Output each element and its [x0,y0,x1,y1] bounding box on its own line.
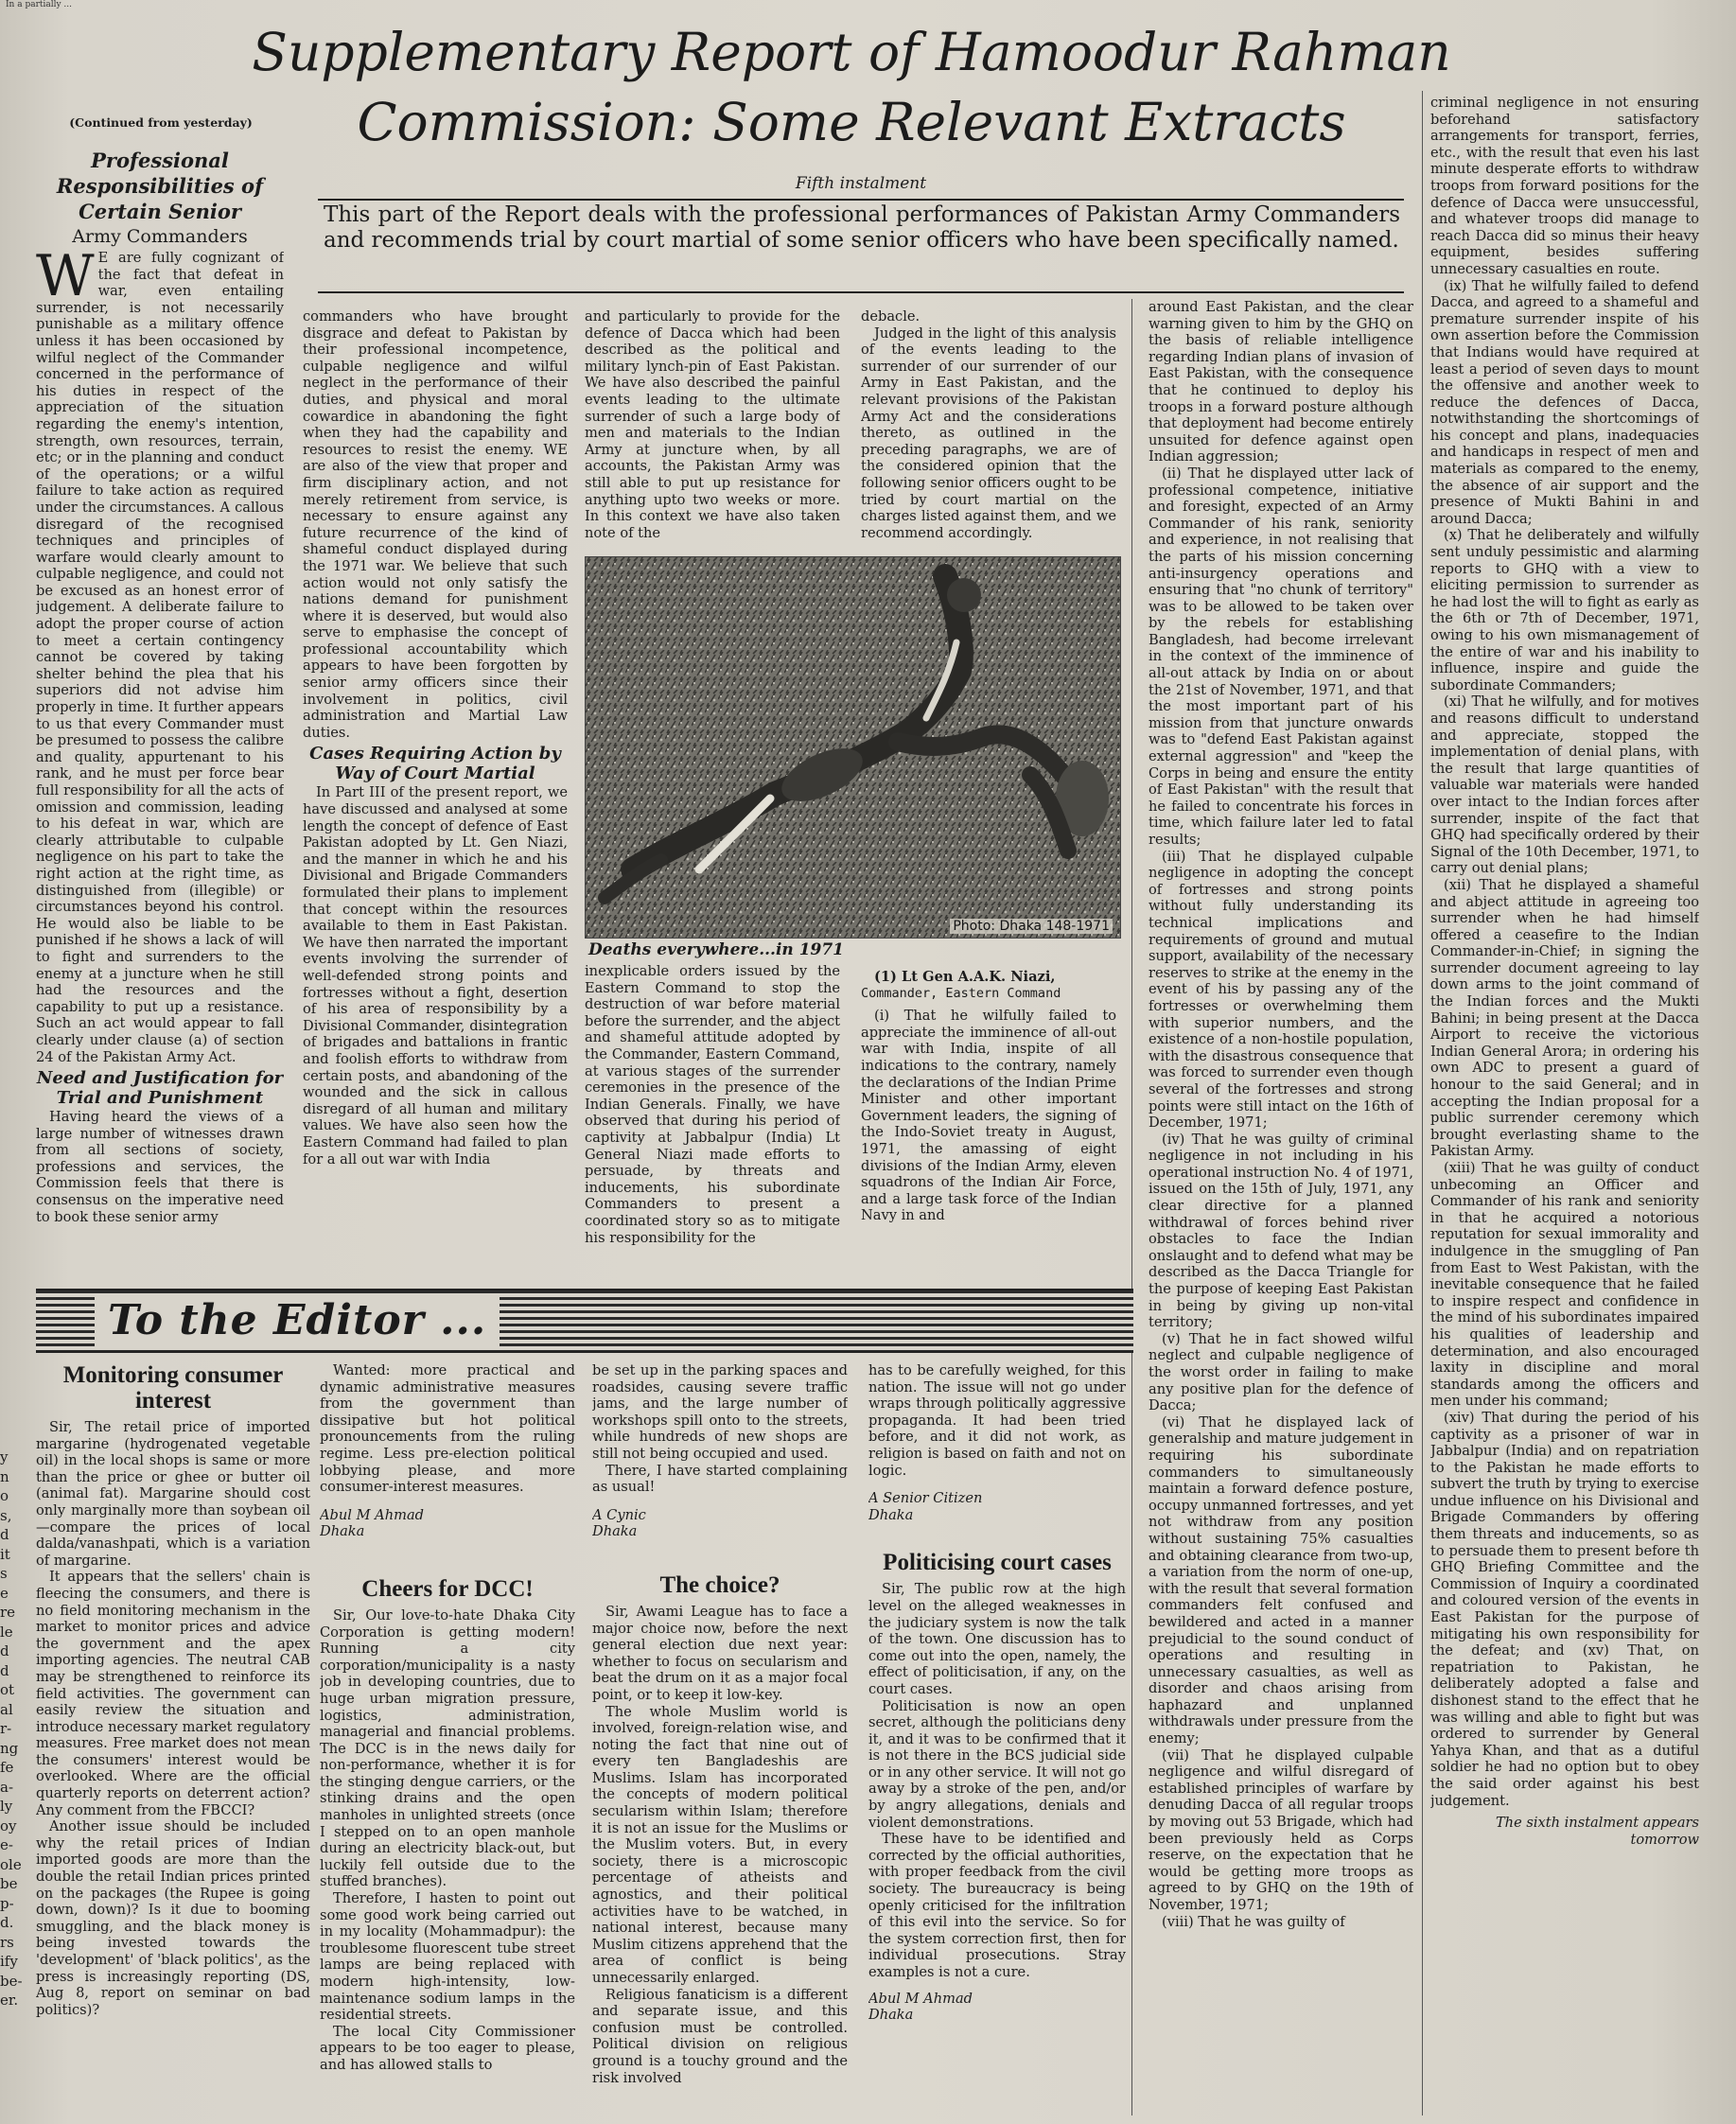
report-column-3-top [585,308,840,549]
margin-fragment: n [0,1467,9,1485]
letters-column-2 [320,1362,575,2119]
paragraph: In Part III of the present report, we have discussed and analysed at some length the concept of defence of East Pakistan adopted by Lt. Gen Niazi, and the manner in which he and his Divisional and Brigade Commanders formulated their plans to implement that concept within the resources available to them in East Pakistan. We have then narrated the important events involving the surrender of well-defended strong points and fortresses without a fight, desertion of his area of responsibility by a Divisional Commander, disintegration of brigades and battalions in frantic and foolish efforts to withdraw from certain posts, and abandoning of the wounded and the sick in callous disregard of all human and military values. We have also seen how the Eastern Command had failed to plan for a all out war with India [303,784,568,1167]
section-heading-line2: Responsibilities of [56,174,264,198]
paragraph: (viii) That he was guilty of [1162,1913,1345,1930]
section-heading [36,148,284,250]
paragraph: (i) That he wilfully failed to appreciate the imminence of all-out war with India, inspite of all indications to the contrary, namely the declarations of the Indian Prime Minister and other important Government leaders, the signing of the Indo-Soviet treaty in August, 1971, the amassing of eight divisions of the Indian Army, eleven squadrons of the Indian Air Force, and a large task force of the Indian Navy in and [861,1008,1116,1224]
letter-signature-place: Dhaka [868,1506,914,1523]
paragraph: These have to be identified and corrected by the official authorities, with proper feedback from the civil society. The bureaucracy is being openly criticised for the infiltration of this evil into the service. So for the system correction first, then for individual prosecutions. Stray examples is not a cure. [868,1831,1126,1980]
paragraph: be set up in the parking spaces and roadsides, causing severe traffic jams, and the large number of workshops spill onto to the streets, while hundreds of new shops are still not being occupied and used. [592,1362,848,1462]
column-rule [1422,91,1423,2115]
paragraph: The whole Muslim world is involved, foreign-relation wise, and noting the fact that nine out of every ten Bangladeshis are Muslims. Islam has incorporated the concepts of modern political secularism within Islam; therefore it is not an issue for the Muslims or the Muslim voters. But, in every society, there is a microscopic percentage of atheists and agnostics, and their political activities have to be watched, in national interest, because many Muslim citizens apprehend that the area of conflict is being unnecessarily enlarged. [592,1703,848,1986]
paragraph: Having heard the views of a large number of witnesses drawn from all sections of society, professions and services, the Commission feels that there is consensus on the imperative need to book these senior army [36,1109,284,1225]
paragraph: inexplicable orders issued by the Eastern Command to stop the destruction of war before material before the surrender, and the abject and shameful attitude adopted by the Commander, Eastern Command, at various stages of the surrender ceremonies in the presence of the Indian Generals. Finally, we have observed that during his period of captivity at Jabbalpur (India) Lt General Niazi made efforts to persuade, by threats and inducements, his subordinate Commanders to present a coordinated story so as to mitigate his responsibility for the [585,963,840,1246]
officer-heading: (1) Lt Gen A.A.K. Niazi, [874,969,1056,985]
margin-fragment: ot [0,1681,15,1698]
letter-signature-place: Dhaka [592,1523,638,1540]
paragraph: (vii) That he displayed culpable negligence and wilful disregard of established principles of warfare by denuding Dacca of all regular troops by moving out 53 Brigade, which had been previously held as Corps reserve, on the expectation that he would be getting more troops as agreed to by GHQ on the 19th of November, 1971; [1149,1747,1413,1913]
paragraph: Judged in the light of this analysis of the events leading to the surrender of our surrender of our Army in East Pakistan, and the relevant provisions of the Pakistan Army Act and the considerations thereto, as outlined in the preceding paragraphs, we are of the considered opinion that the following senior officers ought to be tried by court martial on the charges listed against them, and we recommend accordingly. [861,325,1116,541]
headline-line2: Commission: Some Relevant Extracts [357,92,1346,152]
paragraph: (vi) That he displayed lack of generalship and mature judgement in requiring his subordinate commanders to simultaneously maintain a forward defence posture, occupy unmanned fortresses, and yet not withdraw from any position without sustaining 75% casualties and obtaining clearance from two-up, a variation from the norm of one-up, with the result that several formation commanders felt confused and bewildered and acted in a manner prejudicial to the sound conduct of operations and resulting in unnecessary casualties, as well as disorder and chaos arising from haphazard and unplanned withdrawals under pressure from the enemy; [1149,1413,1413,1747]
letter-signature-name: Abul M Ahmad [320,1506,424,1523]
paragraph: around East Pakistan, and the clear warning given to him by the GHQ on the basis of reliable intelligence regarding Indian plans of invasion of East Pakistan, with the consequence that he continued to deploy his troops in a forward posture although that deployment had become entirely unsuited for defence against open Indian aggression; [1149,299,1413,465]
editor-banner [36,1289,1133,1353]
letter-title: Monitoring consumer interest [62,1362,284,1413]
paragraph: Sir, Our love-to-hate Dhaka City Corporation is getting modern! Running a city corporation/municipality is a nasty job in developing countries, due to huge urban migration pressure, logistics, administration, managerial and financial problems. The DCC is in the news daily for non-performance, whether it is for the stinging dengue carriers, or the stinking drains and the open manholes in unlighted streets (once I stepped on to an open manhole during an electricity black-out, but luckily fell outside due to the stuffed branches). [320,1606,575,1890]
paragraph: (ix) That he wilfully failed to defend Dacca, and agreed to a shameful and premature surrender inspite of his own assertion before the Commission that Indians would have required at least a period of seven days to mount the offensive and another week to reduce the defences of Dacca, notwithstanding the shortcomings of his concept and plans, inadequacies and handicaps in respect of men and materials as compared to the enemy, the absence of air support and the presence of Mukti Bahini in and around Dacca; [1430,277,1699,527]
margin-fragment: al [0,1700,13,1718]
paragraph: Another issue should be included why the retail prices of Indian imported goods are more than the double the retail Indian prices printed on the packages (the Rupee is going down, down)? Is it due to booming smuggling, and the black money is being invested towards the 'development' of 'black politics', as the press is increasingly reporting (DS, Aug 8, report on seminar on bad politics)? [36,1818,310,2018]
report-column-2 [303,308,568,1275]
paragraph: Sir, The retail price of imported margarine (hydrogenated vegetable oil) in the local shops is same or more than the price or ghee or butter oil (animal fat). Margarine should cost only marginally more than soybean oil—compare the prices of local dalda/vanashpati, which is a variation of margarine. [36,1419,310,1569]
margin-fragment: ify [0,1953,18,1970]
margin-fragment: er. [0,1992,19,2009]
standfirst-rule-top [318,199,1404,201]
subheading: Need and Justification for Trial and Punishment [36,1068,284,1109]
photo-image [586,557,1120,938]
section-heading-line1: Professional [91,149,229,172]
news-photo [585,556,1121,939]
paragraph: (iv) That he was guilty of criminal negligence in not including in his operational instruction No. 4 of 1971, issued on the 15th of July, 1971, any clear directive for a planned withdrawal of forces behind river obstacles to face the Indian onslaught and to defend what may be described as the Dacca Triangle for the purpose of keeping East Pakistan in being by giving up non-vital territory; [1149,1131,1413,1331]
paragraph: (xiii) That he was guilty of conduct unbecoming an Officer and Commander of his rank and seniority in that he acquired a notorious reputation for sexual immorality and indulgence in the smuggling of Pan from East to West Pakistan, with the inevitable consequence that he failed to inspire respect and confidence in the mind of his subordinates impaired his qualities of leadership and determination, and also encouraged laxity in discipline and moral standards among the officers and men under his command; [1430,1160,1699,1410]
paragraph: has to be carefully weighed, for this nation. The issue will not go under wraps through politically aggressive propaganda. It had been tried before, and it did not work, as religion is based on faith and not on logic. [868,1362,1126,1479]
letters-column-1 [36,1362,310,2119]
paragraph: criminal negligence in not ensuring beforehand satisfactory arrangements for transport, ferries, etc., with the result that even his last minute desperate efforts to withdraw troops from forward positions for the defence of Dacca were unsuccessful, and whatever troops did manage to reach Dacca did so minus their heavy equipment, besides suffering unnecessary casualties en route. [1430,95,1699,277]
margin-fragment: d [0,1526,9,1543]
paragraph: (xiv) That during the period of his captivity as a prisoner of war in Jabbalpur (India) and on repatriation to the Pakistan he made efforts to subvert the truth by trying to exercise undue influence on his Divisional and Brigade Commanders by offering them threats and inducements, so as to persuade them to present before th GHQ Briefing Committee and the Commission of Inquiry a coordinated and coloured version of the events in East Pakistan for the purpose of mitigating his own responsibility for the defeat; and (xv) That, on repatriation to Pakistan, he deliberately adopted a false and dishonest stand to the effect that he was willing and able to fight but was ordered to surrender by General Yahya Khan, and that as a dutiful soldier he had no option but to obey the said order against his best judgement. [1430,1409,1699,1809]
paragraph: It appears that the sellers' chain is fleecing the consumers, and there is no field monitoring mechanism in the market to monitor prices and advice the government and the apex importing agencies. The neutral CAB may be strengthened to reinforce its field activities. The government can easily review the situation and introduce necessary market regulatory measures. Free market does not mean the consumers' interest would be overlooked. Where are the official quarterly reports on deterrent action? Any comment from the FBCCI? [36,1569,310,1818]
margin-fragment: le [0,1623,13,1641]
margin-fragment: oy [0,1817,17,1834]
paragraph: (v) That he in fact showed wilful neglect and culpable negligence of the worst order in failing to make any positive plan for the defence of Dacca; [1149,1330,1413,1414]
paragraph: commanders who have brought disgrace and defeat to Pakistan by their professional incompetence, culpable negligence and wilful neglect in the performance of their duties, and physical and moral cowardice in abandoning the fight when they had the capability and resources to resist the enemy. WE are also of the view that proper and firm disciplinary action, and not merely retirement from service, is necessary to ensure against any future recurrence of the kind of shameful conduct displayed during the 1971 war. We believe that such action would not only satisfy the nations demand for punishment where it is deserved, but would also serve to emphasise the concept of professional accountability which appears to have been forgotten by senior army officers since their involvement in politics, civil administration and Martial Law duties. [303,308,568,741]
paragraph: The local City Commissioner appears to be too eager to please, and has allowed stalls to [320,2023,575,2073]
continued-note: (Continued from yesterday) [69,115,253,130]
drop-cap: W [36,250,95,309]
paragraph: (ii) That he displayed utter lack of professional competence, initiative and foresight, expected of an Army Commander of his rank, seniority and experience, in not realising that the parts of his mission concerning anti-insurgency operations and ensuring that "no chunk of territory" was to be allowed to be taken over by the rebels for establishing Bangladesh, had become irrelevant in the context of the imminence of all-out attack by India on or about the 21st of November, 1971, and that the most important part of his mission from that juncture onwards was to "defend East Pakistan against external aggression" and "keep the Corps in being and ensure the entity of East Pakistan" with the result that he failed to concentrate his forces in time, which failure later led to fatal results; [1149,465,1413,848]
paragraph: debacle. [861,308,921,325]
margin-fragment: e- [0,1836,13,1853]
letters-column-3 [592,1362,848,2119]
margin-fragment: rs [0,1933,14,1951]
report-column-3-bottom [585,963,840,1277]
margin-fragment: ly [0,1798,13,1815]
margin-fragment: be [0,1875,18,1892]
margin-fragment: r- [0,1720,12,1737]
letters-column-4 [868,1362,1126,2119]
margin-fragment: be- [0,1972,23,1990]
margin-fragment: s [0,1565,8,1582]
paragraph: (x) That he deliberately and wilfully sent unduly pessimistic and alarming reports to GHQ with a view to eliciting permission to surrender as he had lost the will to fight as early as the 6th or 7th of December, 1971, owing to his own mismanagement of the entire of war and his inability to influence, inspire and guide the subordinate Commanders; [1430,527,1699,693]
margin-fragment: a- [0,1778,14,1796]
letter-signature-name: A Cynic [592,1506,646,1523]
report-column-5 [1149,299,1413,2111]
margin-fragments [0,1448,23,2010]
margin-fragment: fe [0,1759,14,1776]
paragraph: (iii) That he displayed culpable negligence in adopting the concept of fortresses and strong points without fully understanding its technical implications and requirements of ground and mutual support, availability of the necessary reserves to strike at the enemy in the event of his by passing any of the fortresses or overwhelming them with superior numbers, and the existence of a non-hostile population, with the disastrous consequence that was forced to surrender even though several of the fortresses and strong points were still intact on the 16th of December, 1971; [1149,848,1413,1132]
subheading: Cases Requiring Action by Way of Court Martial [309,744,561,784]
report-column-4-bottom [861,969,1116,1277]
margin-fragment: o [0,1487,9,1504]
instalment-label: Fifth instalment [795,174,927,193]
margin-fragment: d. [0,1914,14,1931]
paragraph: Politicisation is now an open secret, although the politicians deny it, and it was to be confirmed that it is not there in the BCS judicial side or in any other service. It will not go away by a stroke of the pen, and/or by angry allegations, denials and violent demonstrations. [868,1697,1126,1831]
headline-line1: Supplementary Report of Hamoodur Rahman [252,22,1451,82]
margin-fragment: d [0,1642,9,1659]
letter-signature-place: Dhaka [320,1523,365,1540]
paragraph: and particularly to provide for the defence of Dacca which had been described as the political and military lynch-pin of East Pakistan. We have also described the painful events leading to the ultimate surrender of such a large body of men and materials to the Indian Army at juncture when, by all accounts, the Pakistan Army was still able to put up resistance for anything upto two weeks or more. In this context we have also taken note of the [585,308,840,541]
photo-credit: Photo: Dhaka 148-1971 [950,919,1113,934]
report-column-1 [36,250,284,1276]
margin-fragment: s, [0,1506,12,1524]
letter-signature-name: A Senior Citizen [868,1490,983,1507]
letter-title: Politicising court cases [883,1550,1112,1576]
top-strip: In a partially ... [6,0,73,9]
margin-fragment: it [0,1545,10,1563]
report-column-6 [1430,95,1699,2119]
paragraph: (xii) That he displayed a shameful and abject attitude in agreeing too surrender when he had himself offered a ceasefire to the Indian Commander-in-Chief; in signing the surrender document agreeing to lay down arms to the joint command of the Indian forces and the Mukti Bahini; in being present at the Dacca Airport to receive the victorious Indian General Arora; in ordering his own ADC to present a guard of honour to the said General; and in accepting the Indian proposal for a public surrender ceremony which brought everlasting shame to the Pakistan Army. [1430,876,1699,1160]
paragraph: There, I have started complaining as usual! [592,1462,848,1496]
letter-title: The choice? [659,1571,780,1598]
paragraph: Wanted: more practical and dynamic administrative measures from the government than dissipative but hot political pronouncements from the ruling regime. Less pre-election political lobbying please, and more consumer-interest measures. [320,1362,575,1496]
standfirst: This part of the Report deals with the professional performances of Pakistan Army Commanders and recommends trial by court martial of some senior officers who have been specifically named. [324,202,1400,253]
margin-fragment: p- [0,1894,14,1912]
officer-subheading: Commander, Eastern Command [861,985,1061,1001]
column-rule [1131,299,1132,2115]
paragraph [36,250,284,1065]
margin-fragment: ole [0,1855,22,1873]
paragraph: Sir, The public row at the high level on the alleged weaknesses in the judiciary system is now the talk of the town. One discussion has to come out into the open, namely, the effect of politicisation, if any, on the court cases. [868,1581,1126,1697]
margin-fragment: e [0,1584,9,1602]
letter-signature-place: Dhaka [868,2007,914,2024]
letter-title: Cheers for DCC! [361,1575,534,1602]
letter-signature-name: Abul M Ahmad [868,1990,973,2007]
editor-banner-title: To the Editor ... [95,1294,500,1347]
margin-fragment: ng [0,1739,19,1757]
paragraph: Sir, Awami League has to face a major choice now, before the next general election due next year: whether to focus on secularism and beat the drum on it as a major focal point, or to keep it low-key. [592,1603,848,1703]
report-column-4-top [861,308,1116,549]
photo-caption: Deaths everywhere...in 1971 [588,940,845,959]
paragraph: (xi) That he wilfully, and for motives and reasons difficult to understand and appreciate, stopped the implementation of denial plans, with the result that large quantities of valuable war materials were handed over intact to the Indian forces after surrender, inspite of the fact that GHQ had specifically ordered by their Signal of the 10th December, 1971, to carry out denial plans; [1430,693,1699,877]
paragraph: Therefore, I hasten to point out some good work being carried out in my locality (Mohammadpur): the troublesome fluorescent tube street lamps are being replaced with modern high-intensity, low-maintenance sodium lamps in the residential streets. [320,1890,575,2024]
margin-fragment: d [0,1661,9,1679]
section-heading-line3: Certain Senior [79,200,241,223]
paragraph-text: E are fully cognizant of the fact that defeat in war, even entailing surrender, is not necessarily punishable as a military offence unless it has been occasioned by wilful neglect of the Commander concerned in the performance of his duties in respect of the appreciation of the situation regarding the enemy's intention, strength, own resources, terrain, etc; or in the planning and conduct of the operations; or a wilful failure to take action as required under the circumstances. A callous disregard of the recognised techniques and principles of warfare would clearly amount to culpable negligence, and could not be excused as an honest error of judgement. A deliberate failure to adopt the proper course of action to meet a certain contingency cannot be covered by taking shelter behind the plea that his superiors did not advise him properly in time. It further appears to us that every Commander must be presumed to possess the calibre and quality, appurtenant to his rank, and he must per force bear full responsibility for all the acts of omission and commission, leading to his defeat in war, which are clearly attributable to culpable negligence on his part to take the right action at the right time, as distinguished from (illegible) or circumstances beyond his control. He would also be liable to be punished if he shows a lack of will to fight and surrenders to the enemy at a juncture when he still had the resources and the capability to put up a resistance. Such an act would appear to fall clearly under clause (a) of section 24 of the Pakistan Army Act. [36,250,284,1065]
next-instalment-note: The sixth instalment appears tomorrow [1495,1815,1699,1848]
margin-fragment: y [0,1448,9,1466]
standfirst-rule-bottom [318,291,1404,293]
margin-fragment: re [0,1604,16,1621]
paragraph: Religious fanaticism is a different and separate issue, and this confusion must be controlled. Political division on religious ground is a touchy ground and the risk involved [592,1986,848,2086]
section-heading-line4: Army Commanders [72,226,248,247]
